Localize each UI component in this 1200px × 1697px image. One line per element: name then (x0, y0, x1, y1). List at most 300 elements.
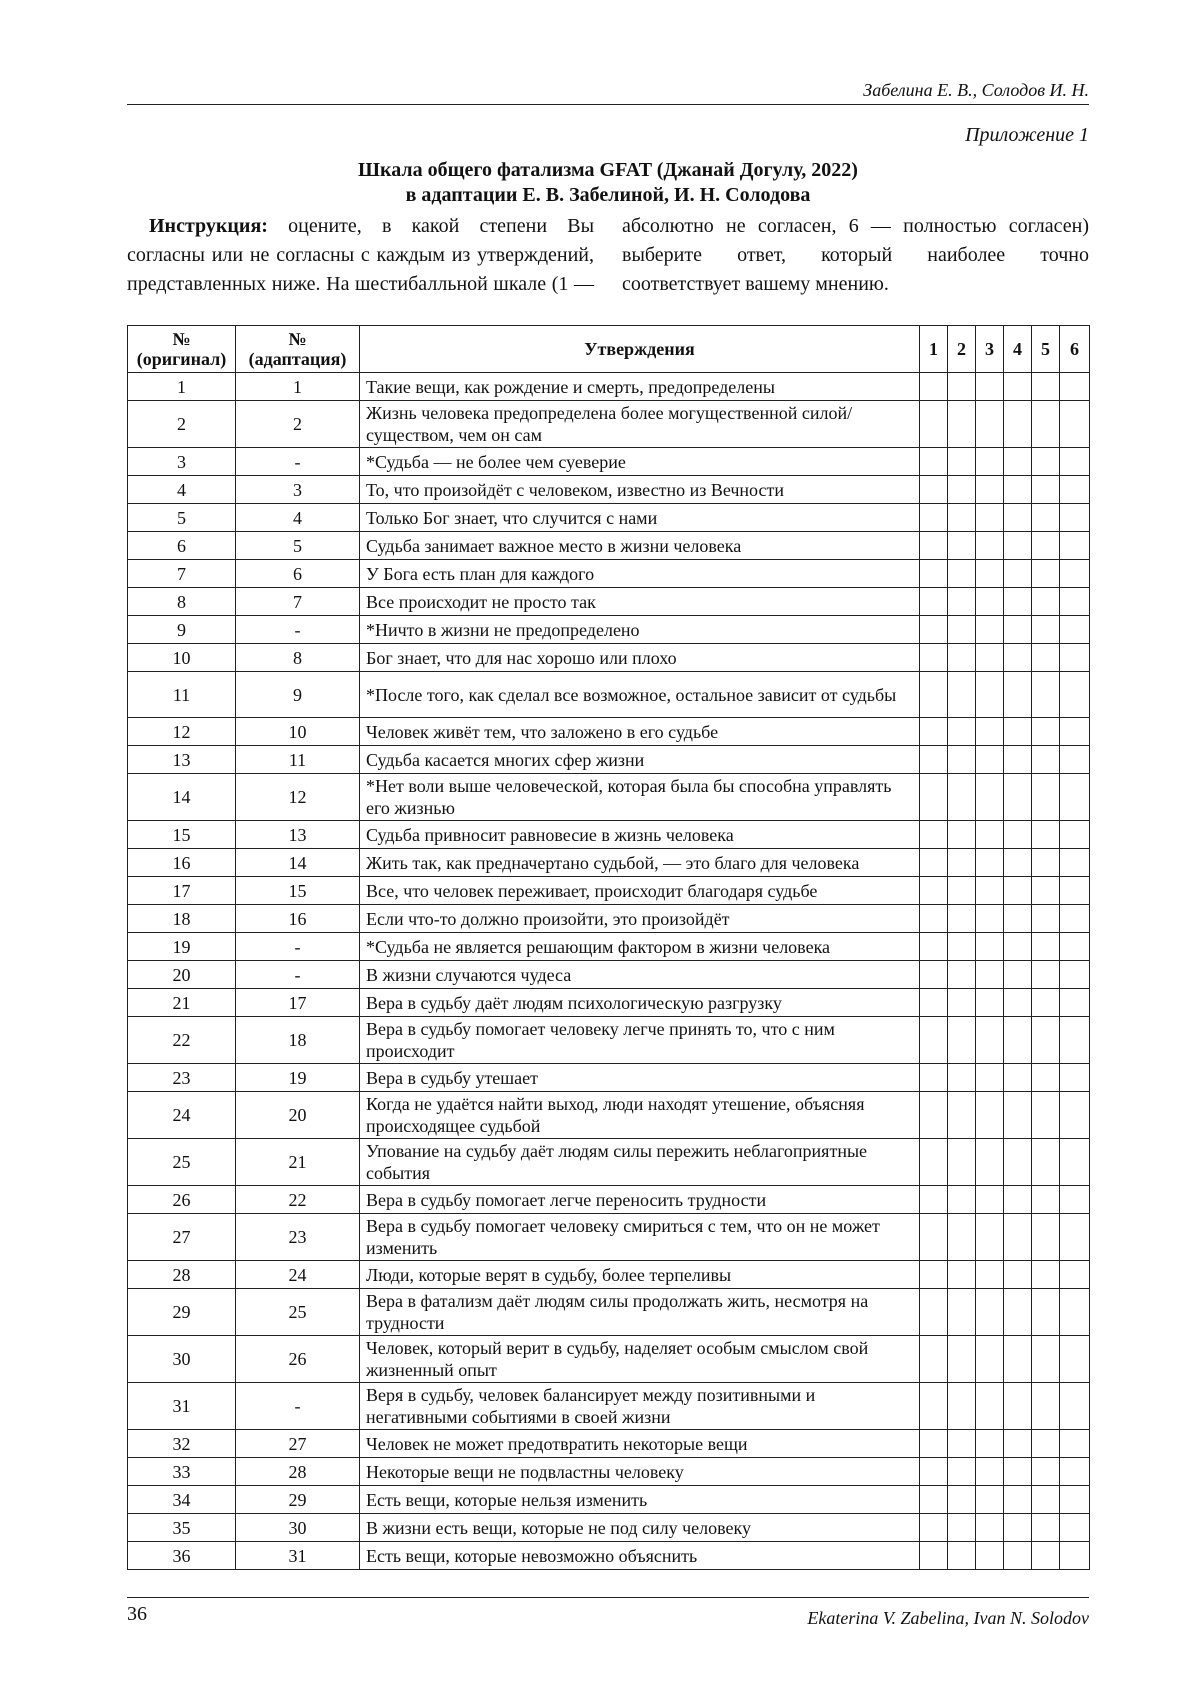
adapted-number-cell: 18 (236, 1017, 360, 1064)
rating-5-cell[interactable] (1032, 1336, 1060, 1383)
rating-6-cell[interactable] (1060, 560, 1090, 588)
rating-6-cell[interactable] (1060, 1458, 1090, 1486)
rating-4-cell[interactable] (1004, 933, 1032, 961)
rating-3-cell[interactable] (976, 672, 1004, 718)
rating-6-cell[interactable] (1060, 476, 1090, 504)
table-row (128, 1289, 1090, 1336)
rating-2-cell[interactable] (948, 1017, 976, 1064)
rating-4-cell[interactable] (1004, 373, 1032, 401)
rating-2-cell[interactable] (948, 373, 976, 401)
rating-6-cell[interactable] (1060, 718, 1090, 746)
rating-6-cell[interactable] (1060, 588, 1090, 616)
rating-4-cell[interactable] (1004, 1064, 1032, 1092)
statement-cell: Все происходит не просто так (360, 588, 920, 616)
rating-5-cell[interactable] (1032, 532, 1060, 560)
rating-1-cell[interactable] (920, 905, 948, 933)
statement-cell: В жизни есть вещи, которые не под силу человеку (360, 1514, 920, 1542)
rating-2-cell[interactable] (948, 1458, 976, 1486)
rating-5-cell[interactable] (1032, 989, 1060, 1017)
title-line-1: Шкала общего фатализма GFAT (Джанай Догулу, 2022) (358, 159, 858, 181)
rating-3-cell[interactable] (976, 476, 1004, 504)
rating-6-cell[interactable] (1060, 1261, 1090, 1289)
rating-2-cell[interactable] (948, 1261, 976, 1289)
rating-4-cell[interactable] (1004, 588, 1032, 616)
rating-5-cell[interactable] (1032, 1064, 1060, 1092)
rating-2-cell[interactable] (948, 401, 976, 448)
rating-5-cell[interactable] (1032, 933, 1060, 961)
instructions-text: оцените, в какой степени Вы согласны или не согласны с каждым из утверждений, представленных ниже. На шестибалльной шкале (1 — абсолютно не согласен, 6 — полностью согласен) выберите ответ, который наиболее точно соответствует вашему мнению. (127, 215, 1089, 295)
rating-3-cell[interactable] (976, 560, 1004, 588)
original-number-cell: 21 (128, 989, 236, 1017)
rating-1-cell[interactable] (920, 373, 948, 401)
rating-3-cell[interactable] (976, 821, 1004, 849)
rating-1-cell[interactable] (920, 1214, 948, 1261)
rating-3-cell[interactable] (976, 373, 1004, 401)
adapted-number-cell: - (236, 616, 360, 644)
original-number-cell: 18 (128, 905, 236, 933)
rating-4-cell[interactable] (1004, 1383, 1032, 1430)
rating-4-cell[interactable] (1004, 560, 1032, 588)
rating-3-cell[interactable] (976, 774, 1004, 821)
table-row (128, 1486, 1090, 1514)
rating-3-cell[interactable] (976, 1017, 1004, 1064)
rating-3-cell[interactable] (976, 532, 1004, 560)
rating-1-cell[interactable] (920, 1261, 948, 1289)
rating-6-cell[interactable] (1060, 1289, 1090, 1336)
rating-4-cell[interactable] (1004, 905, 1032, 933)
statement-cell: Все, что человек переживает, происходит благодаря судьбе (360, 877, 920, 905)
rating-3-cell[interactable] (976, 1139, 1004, 1186)
rating-4-cell[interactable] (1004, 1486, 1032, 1514)
rating-3-cell[interactable] (976, 1486, 1004, 1514)
rating-6-cell[interactable] (1060, 746, 1090, 774)
original-number-cell: 31 (128, 1383, 236, 1430)
rating-2-cell[interactable] (948, 989, 976, 1017)
table-row (128, 1514, 1090, 1542)
original-number-cell: 10 (128, 644, 236, 672)
rating-5-cell[interactable] (1032, 1486, 1060, 1514)
rating-6-cell[interactable] (1060, 989, 1090, 1017)
rating-1-cell[interactable] (920, 588, 948, 616)
rating-2-cell[interactable] (948, 476, 976, 504)
statement-cell: Вера в фатализм даёт людям силы продолжать жить, несмотря на трудности (360, 1289, 920, 1336)
statement-cell: Человек живёт тем, что заложено в его судьбе (360, 718, 920, 746)
rating-1-cell[interactable] (920, 821, 948, 849)
rating-4-cell[interactable] (1004, 532, 1032, 560)
statement-cell: *После того, как сделал все возможное, остальное зависит от судьбы (360, 672, 920, 718)
statement-cell: Вера в судьбу даёт людям психологическую разгрузку (360, 989, 920, 1017)
rating-4-cell[interactable] (1004, 672, 1032, 718)
table-row (128, 718, 1090, 746)
rating-5-cell[interactable] (1032, 1261, 1060, 1289)
rating-3-cell[interactable] (976, 1092, 1004, 1139)
rating-2-cell[interactable] (948, 1542, 976, 1570)
rating-1-cell[interactable] (920, 746, 948, 774)
rating-5-cell[interactable] (1032, 746, 1060, 774)
rating-2-cell[interactable] (948, 821, 976, 849)
adapted-number-cell: 29 (236, 1486, 360, 1514)
rating-4-cell[interactable] (1004, 1214, 1032, 1261)
rating-3-cell[interactable] (976, 1430, 1004, 1458)
rating-1-cell[interactable] (920, 1139, 948, 1186)
rating-2-cell[interactable] (948, 560, 976, 588)
adapted-number-cell: - (236, 961, 360, 989)
rating-1-cell[interactable] (920, 560, 948, 588)
rating-4-cell[interactable] (1004, 1186, 1032, 1214)
rating-6-cell[interactable] (1060, 1514, 1090, 1542)
statement-cell: Есть вещи, которые нельзя изменить (360, 1486, 920, 1514)
statement-cell: Люди, которые верят в судьбу, более терпеливы (360, 1261, 920, 1289)
rating-6-cell[interactable] (1060, 1064, 1090, 1092)
rating-4-cell[interactable] (1004, 644, 1032, 672)
header-original-label: (оригинал) (136, 349, 227, 369)
rating-1-cell[interactable] (920, 774, 948, 821)
adapted-number-cell: 14 (236, 849, 360, 877)
rating-2-cell[interactable] (948, 1383, 976, 1430)
rating-3-cell[interactable] (976, 616, 1004, 644)
rating-3-cell[interactable] (976, 1458, 1004, 1486)
rating-4-cell[interactable] (1004, 1430, 1032, 1458)
table-row (128, 504, 1090, 532)
table-row (128, 989, 1090, 1017)
rating-2-cell[interactable] (948, 1092, 976, 1139)
statement-cell: Некоторые вещи не подвластны человеку (360, 1458, 920, 1486)
table-row (128, 448, 1090, 476)
rating-1-cell[interactable] (920, 476, 948, 504)
rating-1-cell[interactable] (920, 961, 948, 989)
rating-2-cell[interactable] (948, 588, 976, 616)
table-row (128, 774, 1090, 821)
rating-2-cell[interactable] (948, 448, 976, 476)
rating-3-cell[interactable] (976, 1542, 1004, 1570)
table-row (128, 401, 1090, 448)
rating-3-cell[interactable] (976, 1261, 1004, 1289)
original-number-cell: 17 (128, 877, 236, 905)
rating-6-cell[interactable] (1060, 504, 1090, 532)
adapted-number-cell: 20 (236, 1092, 360, 1139)
rating-2-cell[interactable] (948, 1514, 976, 1542)
rating-4-cell[interactable] (1004, 877, 1032, 905)
rating-5-cell[interactable] (1032, 905, 1060, 933)
rating-5-cell[interactable] (1032, 1139, 1060, 1186)
rating-5-cell[interactable] (1032, 1289, 1060, 1336)
rating-6-cell[interactable] (1060, 1214, 1090, 1261)
rating-3-cell[interactable] (976, 504, 1004, 532)
statement-cell: Только Бог знает, что случится с нами (360, 504, 920, 532)
rating-6-cell[interactable] (1060, 448, 1090, 476)
rating-3-cell[interactable] (976, 989, 1004, 1017)
rating-5-cell[interactable] (1032, 588, 1060, 616)
rating-1-cell[interactable] (920, 718, 948, 746)
adapted-number-cell: 30 (236, 1514, 360, 1542)
header-original-number (128, 326, 236, 373)
rating-6-cell[interactable] (1060, 849, 1090, 877)
original-number-cell: 1 (128, 373, 236, 401)
rating-2-cell[interactable] (948, 905, 976, 933)
rating-1-cell[interactable] (920, 877, 948, 905)
rating-3-cell[interactable] (976, 1186, 1004, 1214)
rating-2-cell[interactable] (948, 504, 976, 532)
rating-6-cell[interactable] (1060, 672, 1090, 718)
rating-5-cell[interactable] (1032, 1214, 1060, 1261)
statement-cell: *Нет воли выше человеческой, которая была бы способна управлять его жизнью (360, 774, 920, 821)
table-row (128, 560, 1090, 588)
rating-5-cell[interactable] (1032, 849, 1060, 877)
rating-6-cell[interactable] (1060, 933, 1090, 961)
rating-4-cell[interactable] (1004, 1289, 1032, 1336)
rating-4-cell[interactable] (1004, 1458, 1032, 1486)
page-number: 36 (127, 1603, 147, 1625)
rating-5-cell[interactable] (1032, 821, 1060, 849)
original-number-cell: 32 (128, 1430, 236, 1458)
rating-1-cell[interactable] (920, 448, 948, 476)
rating-2-cell[interactable] (948, 877, 976, 905)
statement-cell: Человек, который верит в судьбу, наделяет особым смыслом свой жизненный опыт (360, 1336, 920, 1383)
adapted-number-cell: 9 (236, 672, 360, 718)
rating-4-cell[interactable] (1004, 504, 1032, 532)
table-row (128, 373, 1090, 401)
rating-5-cell[interactable] (1032, 1542, 1060, 1570)
rating-2-cell[interactable] (948, 1214, 976, 1261)
table-row (128, 588, 1090, 616)
rating-4-cell[interactable] (1004, 476, 1032, 504)
rating-6-cell[interactable] (1060, 1017, 1090, 1064)
adapted-number-cell: 11 (236, 746, 360, 774)
rating-6-cell[interactable] (1060, 905, 1090, 933)
original-number-cell: 7 (128, 560, 236, 588)
rating-5-cell[interactable] (1032, 774, 1060, 821)
rating-2-cell[interactable] (948, 1064, 976, 1092)
rating-3-cell[interactable] (976, 933, 1004, 961)
original-number-cell: 34 (128, 1486, 236, 1514)
statement-cell: Человек не может предотвратить некоторые вещи (360, 1430, 920, 1458)
rating-4-cell[interactable] (1004, 989, 1032, 1017)
rating-4-cell[interactable] (1004, 1139, 1032, 1186)
rating-2-cell[interactable] (948, 616, 976, 644)
rating-2-cell[interactable] (948, 718, 976, 746)
table-row (128, 1139, 1090, 1186)
rating-3-cell[interactable] (976, 401, 1004, 448)
rating-1-cell[interactable] (920, 401, 948, 448)
rating-5-cell[interactable] (1032, 1092, 1060, 1139)
rating-1-cell[interactable] (920, 1017, 948, 1064)
table-row (128, 1186, 1090, 1214)
rating-2-cell[interactable] (948, 1186, 976, 1214)
statement-cell: *Судьба — не более чем суеверие (360, 448, 920, 476)
rating-1-cell[interactable] (920, 1383, 948, 1430)
statement-cell: Судьба касается многих сфер жизни (360, 746, 920, 774)
rating-5-cell[interactable] (1032, 1458, 1060, 1486)
rating-4-cell[interactable] (1004, 774, 1032, 821)
rating-3-cell[interactable] (976, 905, 1004, 933)
rating-3-cell[interactable] (976, 1064, 1004, 1092)
rating-6-cell[interactable] (1060, 616, 1090, 644)
header-original-sign: № (172, 329, 191, 349)
original-number-cell: 14 (128, 774, 236, 821)
table-row (128, 1336, 1090, 1383)
rating-5-cell[interactable] (1032, 476, 1060, 504)
statement-cell: В жизни случаются чудеса (360, 961, 920, 989)
rating-6-cell[interactable] (1060, 1486, 1090, 1514)
rating-3-cell[interactable] (976, 644, 1004, 672)
rating-1-cell[interactable] (920, 1336, 948, 1383)
rating-1-cell[interactable] (920, 1186, 948, 1214)
rating-5-cell[interactable] (1032, 877, 1060, 905)
rating-4-cell[interactable] (1004, 1017, 1032, 1064)
rating-4-cell[interactable] (1004, 616, 1032, 644)
rating-6-cell[interactable] (1060, 1383, 1090, 1430)
adapted-number-cell: 7 (236, 588, 360, 616)
rating-6-cell[interactable] (1060, 1430, 1090, 1458)
rating-1-cell[interactable] (920, 1289, 948, 1336)
rating-3-cell[interactable] (976, 961, 1004, 989)
rating-4-cell[interactable] (1004, 961, 1032, 989)
rating-6-cell[interactable] (1060, 821, 1090, 849)
statement-cell: Жить так, как предначертано судьбой, — это благо для человека (360, 849, 920, 877)
rating-2-cell[interactable] (948, 1289, 976, 1336)
rating-6-cell[interactable] (1060, 774, 1090, 821)
rating-4-cell[interactable] (1004, 746, 1032, 774)
rating-3-cell[interactable] (976, 718, 1004, 746)
original-number-cell: 4 (128, 476, 236, 504)
rating-2-cell[interactable] (948, 933, 976, 961)
table-row (128, 905, 1090, 933)
rating-1-cell[interactable] (920, 933, 948, 961)
rating-3-cell[interactable] (976, 1514, 1004, 1542)
rating-5-cell[interactable] (1032, 448, 1060, 476)
rating-1-cell[interactable] (920, 849, 948, 877)
header-rating-2: 2 (948, 326, 976, 373)
statement-cell: Вера в судьбу помогает легче переносить трудности (360, 1186, 920, 1214)
rating-3-cell[interactable] (976, 746, 1004, 774)
rating-1-cell[interactable] (920, 1486, 948, 1514)
rating-1-cell[interactable] (920, 532, 948, 560)
rating-5-cell[interactable] (1032, 373, 1060, 401)
rating-4-cell[interactable] (1004, 1542, 1032, 1570)
rating-3-cell[interactable] (976, 877, 1004, 905)
rating-3-cell[interactable] (976, 1289, 1004, 1336)
original-number-cell: 9 (128, 616, 236, 644)
original-number-cell: 20 (128, 961, 236, 989)
rating-4-cell[interactable] (1004, 1092, 1032, 1139)
instructions (127, 212, 1089, 299)
rating-1-cell[interactable] (920, 1514, 948, 1542)
rating-2-cell[interactable] (948, 1139, 976, 1186)
rating-6-cell[interactable] (1060, 1092, 1090, 1139)
adapted-number-cell: 23 (236, 1214, 360, 1261)
rating-6-cell[interactable] (1060, 1336, 1090, 1383)
rating-6-cell[interactable] (1060, 1139, 1090, 1186)
rating-3-cell[interactable] (976, 448, 1004, 476)
original-number-cell: 12 (128, 718, 236, 746)
rating-4-cell[interactable] (1004, 401, 1032, 448)
adapted-number-cell: 5 (236, 532, 360, 560)
rating-2-cell[interactable] (948, 746, 976, 774)
rating-1-cell[interactable] (920, 672, 948, 718)
rating-1-cell[interactable] (920, 504, 948, 532)
rating-2-cell[interactable] (948, 961, 976, 989)
statement-cell: Когда не удаётся найти выход, люди находят утешение, объясняя происходящее судьбой (360, 1092, 920, 1139)
rating-2-cell[interactable] (948, 532, 976, 560)
rating-5-cell[interactable] (1032, 1383, 1060, 1430)
rating-1-cell[interactable] (920, 1458, 948, 1486)
rating-6-cell[interactable] (1060, 961, 1090, 989)
adapted-number-cell: 6 (236, 560, 360, 588)
rating-1-cell[interactable] (920, 616, 948, 644)
rating-5-cell[interactable] (1032, 1430, 1060, 1458)
rating-1-cell[interactable] (920, 1064, 948, 1092)
rating-1-cell[interactable] (920, 1092, 948, 1139)
appendix-title (127, 158, 1089, 208)
adapted-number-cell: 16 (236, 905, 360, 933)
rating-6-cell[interactable] (1060, 1542, 1090, 1570)
rating-5-cell[interactable] (1032, 401, 1060, 448)
rating-2-cell[interactable] (948, 774, 976, 821)
rating-3-cell[interactable] (976, 849, 1004, 877)
statement-cell: Вера в судьбу утешает (360, 1064, 920, 1092)
rating-3-cell[interactable] (976, 1214, 1004, 1261)
rating-4-cell[interactable] (1004, 821, 1032, 849)
rating-2-cell[interactable] (948, 849, 976, 877)
rating-2-cell[interactable] (948, 672, 976, 718)
footer-rule (127, 1597, 1089, 1598)
instructions-label: Инструкция: (149, 215, 268, 237)
rating-6-cell[interactable] (1060, 877, 1090, 905)
header-adapted-sign: № (288, 329, 307, 349)
adapted-number-cell: - (236, 933, 360, 961)
rating-4-cell[interactable] (1004, 448, 1032, 476)
rating-5-cell[interactable] (1032, 718, 1060, 746)
rating-2-cell[interactable] (948, 1486, 976, 1514)
original-number-cell: 23 (128, 1064, 236, 1092)
rating-2-cell[interactable] (948, 1336, 976, 1383)
header-rule (127, 104, 1089, 105)
rating-5-cell[interactable] (1032, 672, 1060, 718)
rating-1-cell[interactable] (920, 1430, 948, 1458)
rating-5-cell[interactable] (1032, 1017, 1060, 1064)
rating-4-cell[interactable] (1004, 1514, 1032, 1542)
adapted-number-cell: 22 (236, 1186, 360, 1214)
rating-4-cell[interactable] (1004, 718, 1032, 746)
rating-6-cell[interactable] (1060, 1186, 1090, 1214)
rating-5-cell[interactable] (1032, 616, 1060, 644)
rating-1-cell[interactable] (920, 644, 948, 672)
rating-3-cell[interactable] (976, 1336, 1004, 1383)
rating-3-cell[interactable] (976, 1383, 1004, 1430)
rating-3-cell[interactable] (976, 588, 1004, 616)
rating-5-cell[interactable] (1032, 961, 1060, 989)
rating-1-cell[interactable] (920, 989, 948, 1017)
rating-1-cell[interactable] (920, 1542, 948, 1570)
rating-4-cell[interactable] (1004, 1261, 1032, 1289)
adapted-number-cell: 28 (236, 1458, 360, 1486)
rating-4-cell[interactable] (1004, 849, 1032, 877)
rating-5-cell[interactable] (1032, 1514, 1060, 1542)
rating-6-cell[interactable] (1060, 532, 1090, 560)
rating-4-cell[interactable] (1004, 1336, 1032, 1383)
rating-2-cell[interactable] (948, 1430, 976, 1458)
rating-2-cell[interactable] (948, 644, 976, 672)
rating-5-cell[interactable] (1032, 560, 1060, 588)
rating-5-cell[interactable] (1032, 504, 1060, 532)
rating-6-cell[interactable] (1060, 373, 1090, 401)
original-number-cell: 2 (128, 401, 236, 448)
rating-6-cell[interactable] (1060, 644, 1090, 672)
table-row (128, 1383, 1090, 1430)
rating-6-cell[interactable] (1060, 401, 1090, 448)
rating-5-cell[interactable] (1032, 1186, 1060, 1214)
rating-5-cell[interactable] (1032, 644, 1060, 672)
